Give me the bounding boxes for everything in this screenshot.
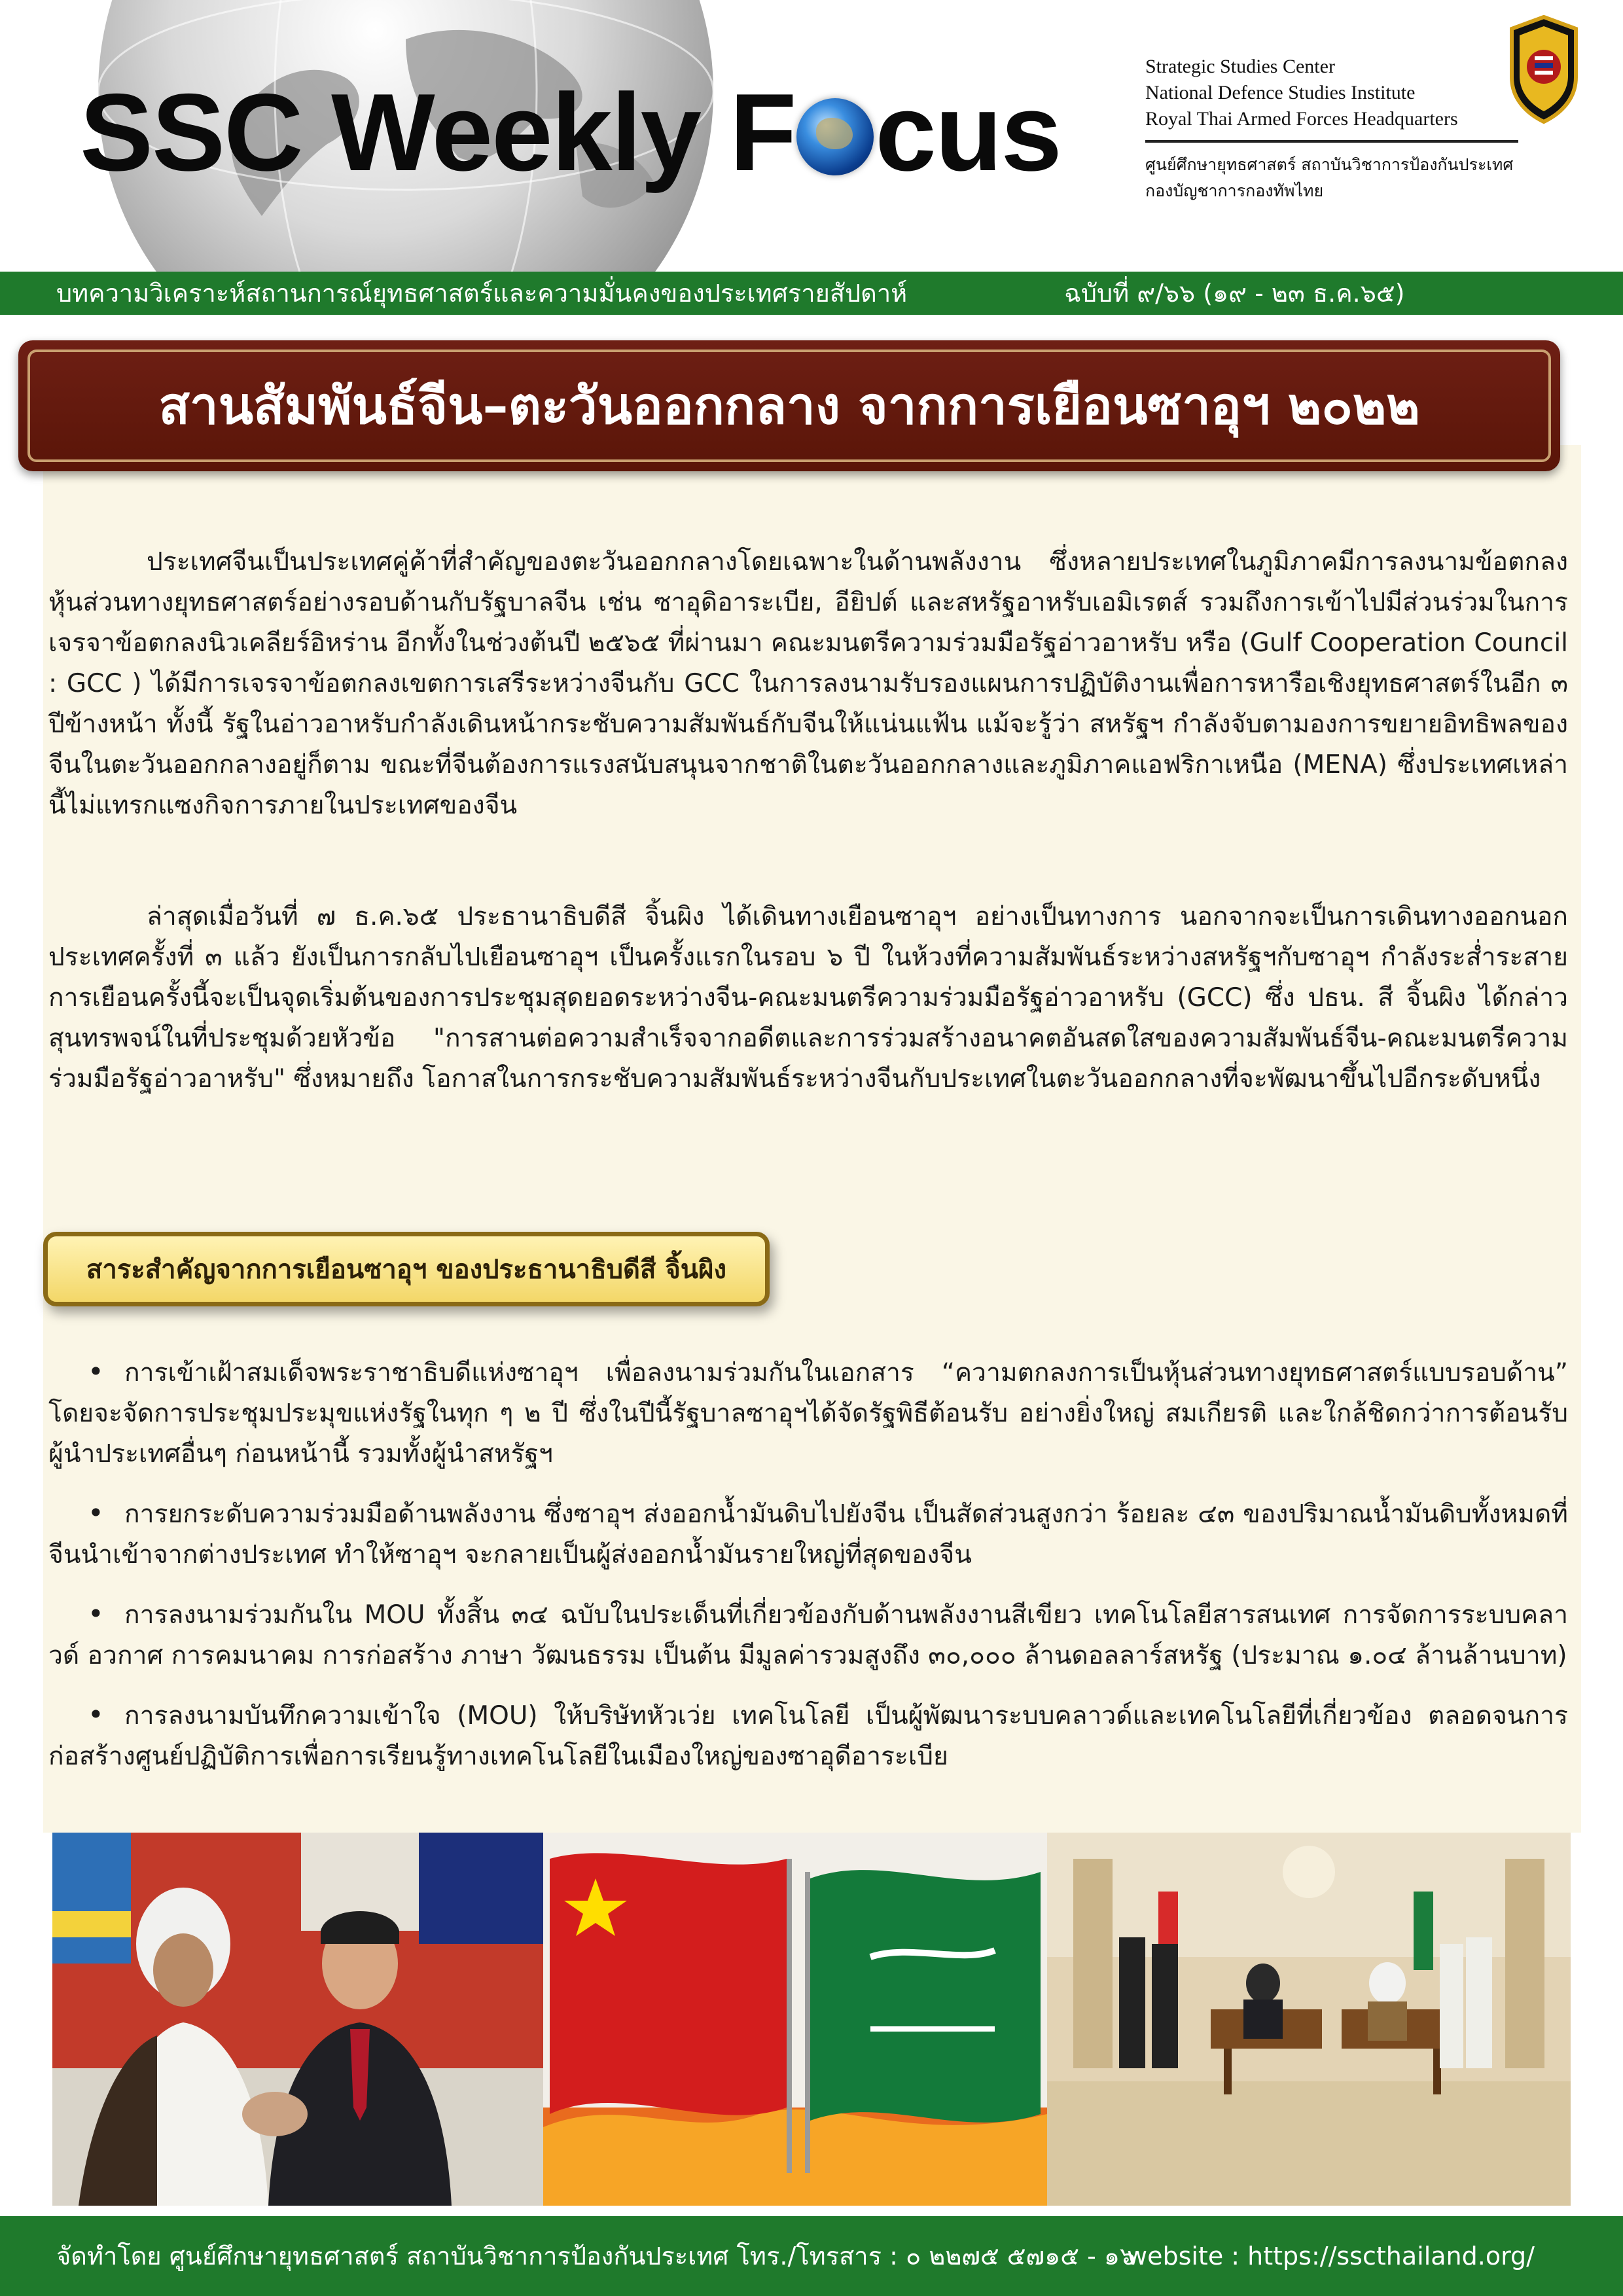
brand-title-part2: cus [875,71,1061,194]
article-paragraph [48,542,1568,826]
list-item-text: การยกระดับความร่วมมือด้านพลังงาน ซึ่งซาอุฯ ส่งออกน้ำมันดิบไปยังจีน เป็นสัดส่วนสูงกว่า ร้อยละ ๔๓ ของปริมาณน้ำมันดิบทั้งหมดที่จีนนำเข้าจากต่างประเทศ ทำให้ซาอุฯ จะกลายเป็นผู้ส่งออกน้ำมันรายใหญ่ที่สุดของจีน [48,1499,1568,1570]
brand-title-part1: SSC Weekly F [80,71,796,194]
photo-china-saudi-flags [543,1833,1047,2206]
subheader-bar [0,272,1623,315]
bullet-icon: • [88,1497,104,1529]
focus-globe-icon [796,98,874,175]
publication-subtitle: บทความวิเคราะห์สถานการณ์ยุทธศาสตร์และความมั่นคงของประเทศรายสัปดาห์ [56,279,908,308]
paragraph-text: ประเทศจีนเป็นประเทศคู่ค้าที่สำคัญของตะวันออกกลางโดยเฉพาะในด้านพลังงาน ซึ่งหลายประเทศในภูมิภาคมีการลงนามข้อตกลงหุ้นส่วนทางยุทธศาสตร์อย่างรอบด้านกับรัฐบาลจีน เช่น ซาอุดิอาระเบีย, อียิปต์ และสหรัฐอาหรับเอมิเรตส์ รวมถึงการเข้าไปมีส่วนร่วมในการเจรจาข้อตกลงนิวเคลียร์อิหร่าน อีกทั้งในช่วงต้นปี ๒๕๖๕ ที่ผ่านมา คณะมนตรีความร่วมมือรัฐอ่าวอาหรับ หรือ (Gulf Cooperation Council : GCC ) ได้มีการเจรจาข้อตกลงเขตการเสรีระหว่างจีนกับ GCC ในการลงนามรับรองแผนการปฏิบัติงานเพื่อการหารือเชิงยุทธศาสตร์ในอีก ๓ ปีข้างหน้า ทั้งนี้ รัฐในอ่าวอาหรับกำลังเดินหน้ากระชับความสัมพันธ์กับจีนให้แน่นแฟ้น แม้จะรู้ว่า สหรัฐฯ กำลังจับตามองการขยายอิทธิพลของจีนในตะวันออกกลางอยู่ก็ตาม ขณะที่จีนต้องการแรงสนับสนุนจากชาติในตะวันออกกลางและภูมิภาคแอฟริกาเหนือ (MENA) ซึ่งประเทศเหล่านี้ไม่แทรกแซงกิจการภายในประเทศของจีน [48,547,1568,820]
brand-title [80,71,1061,194]
masthead [0,0,1623,272]
org-name-thai [1145,152,1513,204]
org-en-line: Royal Thai Armed Forces Headquarters [1145,108,1458,130]
article-title: สานสัมพันธ์จีน–ตะวันออกกลาง จากการเยือนซาอุฯ ๒๐๒๒ [158,377,1420,436]
org-name-english [1145,54,1458,132]
issue-number: ฉบับที่ ๙/๖๖ (๑๙ - ๒๓ ธ.ค.๖๕) [1064,279,1405,308]
key-points-list [48,1352,1568,1795]
list-item-text: การลงนามบันทึกความเข้าใจ (MOU) ให้บริษัทหัวเว่ย เทคโนโลยี เป็นผู้พัฒนาระบบคลาวด์และเทคโนโลยีที่เกี่ยวข้อง ตลอดจนการก่อสร้างศูนย์ปฏิบัติการเพื่อการเรียนรู้ทางเทคโนโลยีในเมืองใหญ่ของซาอุดีอาระเบีย [48,1701,1568,1771]
org-en-line: Strategic Studies Center [1145,56,1335,77]
section-heading: สาระสำคัญจากการเยือนซาอุฯ ของประธานาธิบดีสี จิ้นผิง [43,1232,770,1306]
bullet-icon: • [88,1698,104,1731]
list-item [48,1493,1568,1575]
list-item-text: การลงนามร่วมกันใน MOU ทั้งสิ้น ๓๔ ฉบับในประเด็นที่เกี่ยวข้องกับด้านพลังงานสีเขียว เทคโนโลยีสารสนเทศ การจัดการระบบคลาวด์ อวกาศ การคมนาคม การก่อสร้าง ภาษา วัฒนธรรม เป็นต้น มีมูลค่ารวมสูงถึง ๓๐,๐๐๐ ล้านดอลลาร์สหรัฐ (ประมาณ ๑.๐๔ ล้านล้านบาท) [48,1600,1568,1670]
org-en-line: National Defence Studies Institute [1145,82,1416,103]
list-item [48,1594,1568,1676]
armed-forces-seal-icon [1505,14,1582,124]
list-item-text: การเข้าเฝ้าสมเด็จพระราชาธิบดีแห่งซาอุฯ เพื่อลงนามร่วมกันในเอกสาร “ความตกลงการเป็นหุ้นส่วนทางยุทธศาสตร์แบบรอบด้าน” โดยจะจัดการประชุมประมุขแห่งรัฐในทุก ๆ ๒ ปี ซึ่งในปีนี้รัฐบาลซาอุฯได้จัดรัฐพิธีต้อนรับ อย่างยิ่งใหญ่ สมเกียรติ และใกล้ชิดกว่าการต้อนรับผู้นำประเทศอื่นๆ ก่อนหน้านี้ รวมทั้งผู้นำสหรัฐฯ [48,1358,1568,1469]
org-th-line: ศูนย์ศึกษายุทธศาสตร์ สถาบันวิชาการป้องกันประเทศ [1145,155,1514,174]
paragraph-text: ล่าสุดเมื่อวันที่ ๗ ธ.ค.๖๕ ประธานาธิบดีสี จิ้นผิง ได้เดินทางเยือนซาอุฯ อย่างเป็นทางการ นอกจากจะเป็นการเดินทางออกนอกประเทศครั้งที่ ๓ แล้ว ยังเป็นการกลับไปเยือนซาอุฯ เป็นครั้งแรกในรอบ ๖ ปี ในห้วงที่ความสัมพันธ์ระหว่างสหรัฐฯกับซาอุฯ กำลังระส่ำระสาย การเยือนครั้งนี้จะเป็นจุดเริ่มต้นของการประชุมสุดยอดระหว่างจีน-คณะมนตรีความร่วมมือรัฐอ่าวอาหรับ (GCC) ซึ่ง ปธน. สี จิ้นผิง ได้กล่าวสุนทรพจน์ในที่ประชุมด้วยหัวข้อ "การสานต่อความสำเร็จจากอดีตและการร่วมสร้างอนาคตอันสดใสของความสัมพันธ์จีน-คณะมนตรีความร่วมมือรัฐอ่าวอาหรับ" ซึ่งหมายถึง โอกาสในการกระชับความสัมพันธ์ระหว่างจีนกับประเทศในตะวันออกกลางที่จะพัฒนาขึ้นไปอีกระดับหนึ่ง [48,902,1568,1094]
photo-signing-ceremony [1047,1833,1571,2206]
org-divider [1145,140,1518,143]
bullet-icon: • [88,1598,104,1630]
footer-bar [0,2216,1623,2296]
photo-leaders-handshake [52,1833,543,2206]
bullet-icon: • [88,1355,104,1388]
article-paragraph [48,897,1568,1100]
footer-producer: จัดทำโดย ศูนย์ศึกษายุทธศาสตร์ สถาบันวิชาการป้องกันประเทศ โทร./โทรสาร : ๐ ๒๒๗๕ ๕๗๑๕ - ๑๖ [56,2242,1136,2270]
list-item [48,1695,1568,1777]
org-th-line: กองบัญชาการกองทัพไทย [1145,181,1324,200]
footer-website-link[interactable]: website : https://sscthailand.org/ [1127,2242,1535,2270]
title-banner [18,340,1560,471]
list-item [48,1352,1568,1475]
